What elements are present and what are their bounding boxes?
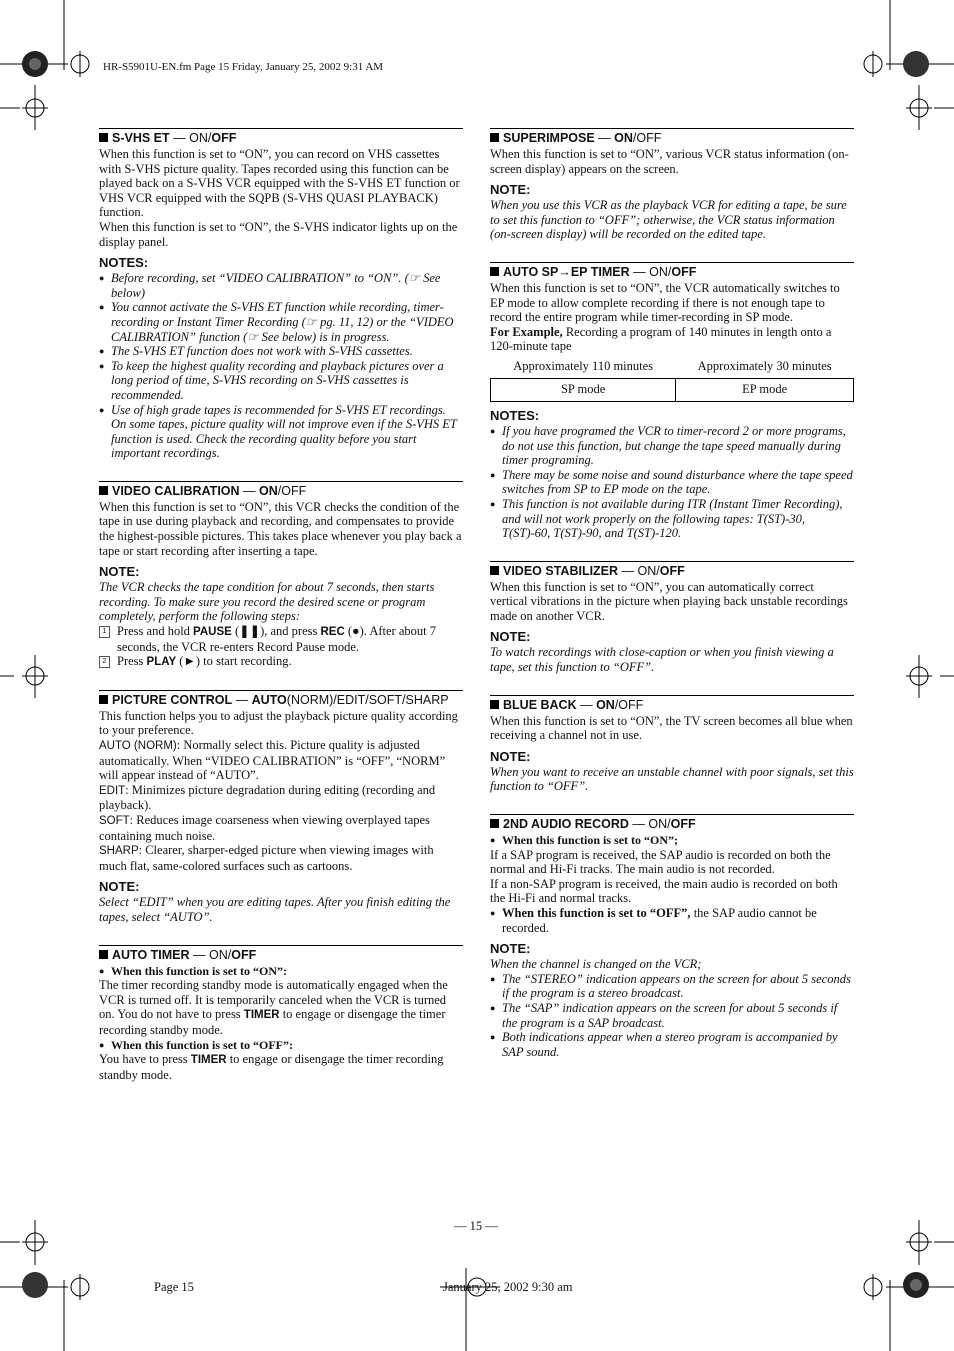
right-column <box>490 128 854 1079</box>
2nd-audio-section <box>490 814 854 1059</box>
auto-timer-section <box>99 945 463 1083</box>
2nd-audio-notes <box>490 972 854 1060</box>
stabilizer-note: To watch recordings with close-caption or when you finish viewing a tape, set this function to “OFF”. <box>490 645 834 675</box>
square-bullet-icon <box>490 133 499 142</box>
superimpose-title: SUPERIMPOSE — ON/OFF <box>490 131 854 146</box>
video-stabilizer-section <box>490 561 854 675</box>
2nd-audio-note-intro: When the channel is changed on the VCR; <box>490 957 702 972</box>
list-item: ● Both indications appear when a stereo program is accompanied by SAP sound. <box>490 1030 854 1059</box>
square-bullet-icon <box>99 133 108 142</box>
calibration-note: The VCR checks the tape condition for about 7 seconds, then starts recording. To make sure you record the desired scene or program completely, perform the following steps: <box>99 580 435 624</box>
calibration-body: When this function is set to “ON”, this VCR checks the condition of the tape in use during playback and recording, and compensates to provide the highest-possible pictures. This takes place whenever you play back a tape or start recording after inserting a tape. <box>99 499 462 558</box>
stabilizer-note-heading: NOTE: <box>490 629 531 645</box>
svhs-et-title: S-VHS ET — ON/OFF <box>99 131 463 146</box>
stabilizer-body: When this function is set to “ON”, you can automatically correct vertical vibrations in the picture when playing back unstable recordings made on another VCR. <box>490 579 848 623</box>
footer-date: January 25, 2002 9:30 am <box>443 1280 573 1294</box>
list-item: ● To keep the highest quality recording and playback pictures over a long period of time, S-VHS recording on S-VHS cassettes is recommended. <box>99 359 463 403</box>
superimpose-note: When you use this VCR as the playback VCR for editing a tape, be sure to set this function to “OFF”; otherwise, the VCR status information (on-screen display) will be recorded on the edited tape. <box>490 198 847 242</box>
list-item: ● The “STEREO” indication appears on the screen for about 5 seconds if the program is a stereo broadcast. <box>490 972 854 1001</box>
blue-back-section <box>490 695 854 794</box>
blue-back-title: BLUE BACK — ON/OFF <box>490 698 854 713</box>
video-calibration-section <box>99 481 463 670</box>
auto-sp-ep-section <box>490 262 854 541</box>
square-bullet-icon <box>99 695 108 704</box>
table-cell: Approximately 30 minutes <box>697 359 832 374</box>
table-cell: EP mode <box>676 378 854 401</box>
2nd-audio-on-heading: ● When this function is set to “ON”; <box>490 833 854 848</box>
square-bullet-icon <box>490 566 499 575</box>
auto-timer-on-text: The timer recording standby mode is automatically engaged when the VCR is turned off. It is temporarily canceled when the VCR is turned on. You do not have to press TIMER to engage or disengage the timer recording standby mode. <box>99 978 448 1037</box>
list-item: ● This function is not available during ITR (Instant Timer Recording), and will not work properly on the following tapes: T(ST)-30, T(ST)-60, T(ST)-90, and T(ST)-120. <box>490 497 854 541</box>
calibration-title: VIDEO CALIBRATION — ON/OFF <box>99 484 463 499</box>
picture-sharp: SHARP: Clearer, sharper-edged picture when viewing images with much flat, same-colored surfaces such as cartoons. <box>99 843 434 873</box>
2nd-audio-note-heading: NOTE: <box>490 941 531 957</box>
stabilizer-title: VIDEO STABILIZER — ON/OFF <box>490 564 854 579</box>
calibration-step-1: 1 Press and hold PAUSE (❚❚), and press REC (●). After about 7 seconds, the VCR re-enters Record Pause mode. <box>99 624 463 654</box>
svhs-notes-heading: NOTES: <box>99 255 149 271</box>
list-item: ● There may be some noise and sound disturbance where the tape speed switches from SP to EP mode on the tape. <box>490 468 854 497</box>
file-header: HR-S5901U-EN.fm Page 15 Friday, January 25, 2002 9:31 AM <box>103 61 384 73</box>
blue-back-body: When this function is set to “ON”, the TV screen becomes all blue when receiving a channel not in use. <box>490 713 853 743</box>
picture-control-title: PICTURE CONTROL — AUTO(NORM)/EDIT/SOFT/SHARP <box>99 693 463 708</box>
picture-body: This function helps you to adjust the playback picture quality according to your preference. <box>99 708 458 738</box>
picture-note-heading: NOTE: <box>99 879 140 895</box>
picture-soft: SOFT: Reduces image coarseness when viewing overplayed tapes containing much noise. <box>99 812 430 843</box>
2nd-audio-title: 2ND AUDIO RECORD — ON/OFF <box>490 817 854 832</box>
square-bullet-icon <box>99 950 108 959</box>
square-bullet-icon <box>99 486 108 495</box>
list-item: ● If you have programed the VCR to timer-record 2 or more programs, do not use this function, but change the tape speed manually during timer programing. <box>490 424 854 468</box>
auto-timer-off-heading: ● When this function is set to “OFF”: <box>99 1038 463 1053</box>
table-cell: Approximately 110 minutes <box>513 359 654 374</box>
footer-page-label: Page 15 <box>154 1280 194 1294</box>
square-bullet-icon <box>490 700 499 709</box>
svhs-body-1: When this function is set to “ON”, you can record on VHS cassettes with S-VHS picture quality. Tapes recorded using this function can be played back on a S-VHS VCR equipped with the S-VHS ET function or VHS VCR equipped with the SQPB (S-VHS QUASI PLAYBACK) function. <box>99 147 460 220</box>
superimpose-section <box>490 128 854 242</box>
svhs-et-section <box>99 128 463 461</box>
auto-sp-ep-notes <box>490 424 854 541</box>
list-item: ● Use of high grade tapes is recommended for S-VHS ET recordings. On some tapes, picture quality will not improve even if the S-VHS ET function is used. Check the recording quality before you start important recordings. <box>99 403 463 461</box>
list-item: ● You cannot activate the S-VHS ET function while recording, timer-recording or Instant Timer Recording (☞ pg. 11, 12) or the “VIDEO CALIBRATION” function (☞ See below) is in progress. <box>99 300 463 344</box>
superimpose-body: When this function is set to “ON”, various VCR status information (on-screen display) appears on the screen. <box>490 147 849 176</box>
left-column <box>99 128 463 1102</box>
calibration-step-2: 2 Press PLAY (►) to start recording. <box>99 654 463 670</box>
picture-note: Select “EDIT” when you are editing tapes. After you finish editing the tapes, select “AUTO”. <box>99 895 451 924</box>
blue-back-note-heading: NOTE: <box>490 748 531 764</box>
2nd-audio-body-2: If a non-SAP program is received, the main audio is recorded on both the Hi-Fi and normal tracks. <box>490 876 838 906</box>
auto-sp-ep-title: AUTO SP→EP TIMER — ON/OFF <box>490 265 854 280</box>
list-item: ● The “SAP” indication appears on the screen for about 5 seconds if the program is a SAP broadcast. <box>490 1001 854 1030</box>
picture-auto: AUTO (NORM): Normally select this. Picture quality is adjusted automatically. When “VIDEO CALIBRATION” is “OFF”, “NORM” will appear instead of “AUTO”. <box>99 738 446 783</box>
square-bullet-icon <box>490 267 499 276</box>
calibration-note-heading: NOTE: <box>99 564 140 580</box>
list-item: ● The S-VHS ET function does not work with S-VHS cassettes. <box>99 344 463 359</box>
auto-sp-ep-example: For Example, Recording a program of 140 minutes in length onto a 120-minute tape <box>490 324 832 354</box>
2nd-audio-body-1: If a SAP program is received, the SAP audio is recorded on both the normal and Hi-Fi tracks. The main audio is not recorded. <box>490 847 831 877</box>
svhs-notes-list <box>99 271 463 461</box>
list-item: ● Before recording, set “VIDEO CALIBRATION” to “ON”. (☞ See below) <box>99 271 463 300</box>
step-number: 1 <box>99 626 110 638</box>
auto-timer-title: AUTO TIMER — ON/OFF <box>99 948 463 963</box>
superimpose-note-heading: NOTE: <box>490 182 531 198</box>
svhs-body-2: When this function is set to “ON”, the S-VHS indicator lights up on the display panel. <box>99 219 458 249</box>
2nd-audio-off: ● When this function is set to “OFF”, the SAP audio cannot be recorded. <box>490 906 854 935</box>
auto-timer-on-heading: ● When this function is set to “ON”: <box>99 964 463 979</box>
picture-control-section <box>99 690 463 925</box>
auto-sp-ep-body: When this function is set to “ON”, the VCR automatically switches to EP mode to allow complete recording if there is not enough tape to record the entire program while timer-recording in SP mode. <box>490 280 840 325</box>
sp-ep-table <box>490 356 854 402</box>
picture-edit: EDIT: Minimizes picture degradation during editing (recording and playback). <box>99 782 436 813</box>
square-bullet-icon <box>490 819 499 828</box>
step-number: 2 <box>99 656 110 668</box>
blue-back-note: When you want to receive an unstable channel with poor signals, set this function to “OFF”. <box>490 764 854 794</box>
page-number: — 15 — <box>454 1219 498 1233</box>
table-cell: SP mode <box>491 378 676 401</box>
auto-sp-ep-notes-heading: NOTES: <box>490 407 540 423</box>
auto-timer-off-text: You have to press TIMER to engage or disengage the timer recording standby mode. <box>99 1052 444 1082</box>
